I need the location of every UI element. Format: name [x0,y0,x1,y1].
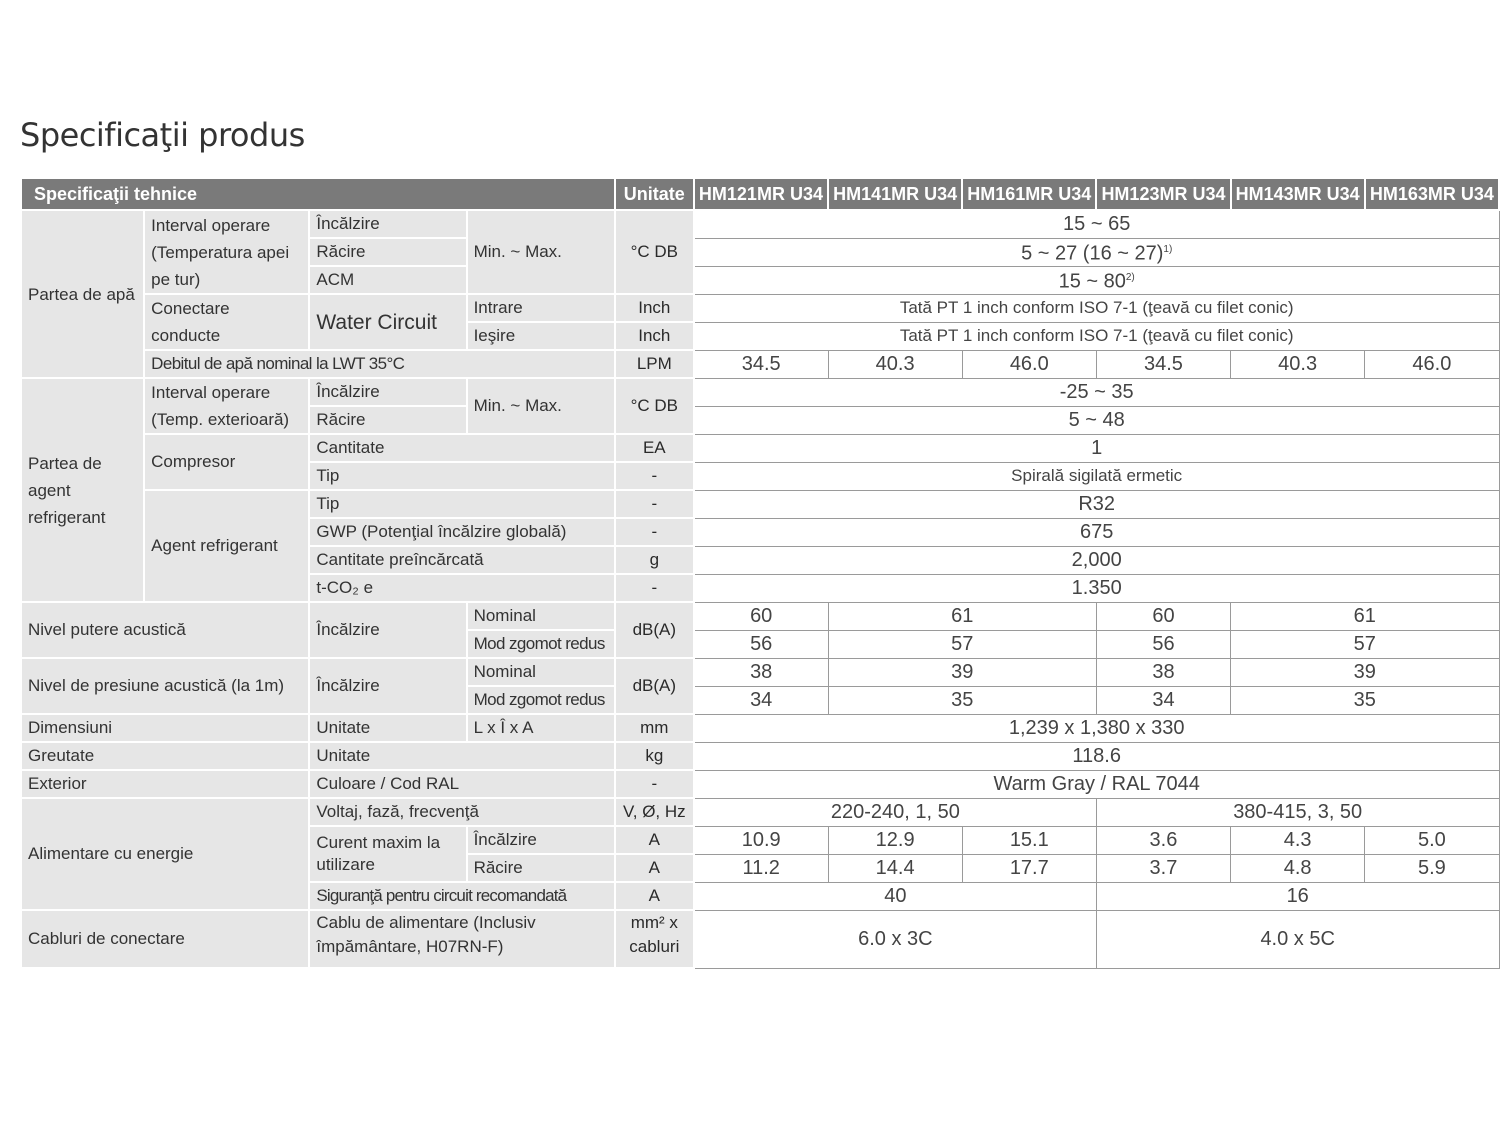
gwp-unit: - [615,518,694,546]
current-cooling-value: 17.7 [962,854,1096,882]
refr-heating-value: -25 ~ 35 [694,378,1499,406]
compressor-type-unit: - [615,462,694,490]
fuse-value: 40 [694,882,1097,910]
pipe-in-unit: Inch [615,294,694,322]
flow-value: 46.0 [1365,350,1499,378]
sound-power-low-value: 57 [828,630,1096,658]
header-model: HM141MR U34 [828,178,962,210]
table-row [21,910,1499,968]
compressor-type-label: Tip [309,462,614,490]
current-heating-value: 5.0 [1365,826,1499,854]
current-cooling-label: Răcire [467,854,615,882]
water-cooling-value: 5 ~ 27 (16 ~ 27)$^{1)}$ [694,238,1499,266]
current-heating-value: 10.9 [694,826,828,854]
header-row [21,178,1499,210]
fuse-label: Siguranţă pentru circuit recomandată [309,882,614,910]
pipe-in-value: Tată PT 1 inch conform ISO 7-1 (ţeavă cu filet conic) [694,294,1499,322]
flow-label: Debitul de apă nominal la LWT 35°C [144,350,615,378]
table-row [21,490,1499,518]
current-cooling-value: 5.9 [1365,854,1499,882]
dims-label: Dimensiuni [21,714,309,742]
current-heating-value: 12.9 [828,826,962,854]
refr-range-label: Interval operare (Temp. exterioară) [144,378,309,434]
header-model: HM123MR U34 [1096,178,1230,210]
water-circuit-label: Water Circuit [309,294,466,350]
fuse-value: 16 [1096,882,1499,910]
precharge-label: Cantitate preîncărcată [309,546,614,574]
refr-unit: °C DB [615,378,694,434]
refrigerant-type-unit: - [615,490,694,518]
dims-unit: mm [615,714,694,742]
exterior-unit: - [615,770,694,798]
sound-power-value: 60 [694,602,828,630]
weight-unit: kg [615,742,694,770]
sound-power-unit: dB(A) [615,602,694,658]
header-model: HM143MR U34 [1231,178,1365,210]
refr-cooling-value: 5 ~ 48 [694,406,1499,434]
header-model: HM121MR U34 [694,178,828,210]
header-unit: Unitate [615,178,694,210]
compressor-qty-unit: EA [615,434,694,462]
refrigerant-label: Agent refrigerant [144,490,309,602]
water-range-label: Interval operare (Temperatura apei pe tur) [144,210,309,294]
compressor-qty-value: 1 [694,434,1499,462]
current-heating-value: 4.3 [1231,826,1365,854]
refr-minmax: Min. ~ Max. [467,378,615,434]
table-row [21,434,1499,462]
table-row [21,294,1499,322]
cables-sub: Cablu de alimentare (Inclusiv împământare, H07RN-F) [309,910,614,968]
pipe-out-label: Ieşire [467,322,615,350]
flow-value: 40.3 [1231,350,1365,378]
water-minmax: Min. ~ Max. [467,210,615,294]
flow-value: 34.5 [1096,350,1230,378]
tco2-value: 1.350 [694,574,1499,602]
sound-pressure-low-value: 35 [1231,686,1499,714]
cables-label: Cabluri de conectare [21,910,309,968]
tco2-unit: - [615,574,694,602]
weight-sub: Unitate [309,742,614,770]
current-cooling-value: 11.2 [694,854,828,882]
table-row [21,714,1499,742]
header-model: HM163MR U34 [1365,178,1499,210]
sound-pressure-nominal-label: Nominal [467,658,615,686]
current-label: Curent maxim la utilizare [309,826,466,882]
group-water: Partea de apă [21,210,144,378]
current-heating-label: Încălzire [467,826,615,854]
water-acm-value: 15 ~ 80$^{2)}$ [694,266,1499,294]
cables-value: 6.0 x 3C [694,910,1097,968]
current-heating-value: 3.6 [1096,826,1230,854]
exterior-value: Warm Gray / RAL 7044 [694,770,1499,798]
dims-value: 1,239 x 1,380 x 330 [694,714,1499,742]
table-row [21,658,1499,686]
sound-power-nominal-label: Nominal [467,602,615,630]
sound-pressure-low-value: 34 [1096,686,1230,714]
current-heating-unit: A [615,826,694,854]
current-cooling-value: 4.8 [1231,854,1365,882]
weight-label: Greutate [21,742,309,770]
sound-pressure-unit: dB(A) [615,658,694,714]
compressor-type-value: Spirală sigilată ermetic [694,462,1499,490]
table-row [21,770,1499,798]
water-cooling-label: Răcire [309,238,466,266]
refr-heating-label: Încălzire [309,378,466,406]
water-heating-value: 15 ~ 65 [694,210,1499,238]
sound-power-low-value: 56 [1096,630,1230,658]
header-model: HM161MR U34 [962,178,1096,210]
pipe-in-label: Intrare [467,294,615,322]
voltage-unit: V, Ø, Hz [615,798,694,826]
sound-pressure-mode: Încălzire [309,658,466,714]
sound-pressure-value: 38 [694,658,828,686]
table-row [21,742,1499,770]
tco2-label: t-CO₂ e [309,574,614,602]
voltage-value: 380-415, 3, 50 [1096,798,1499,826]
voltage-value: 220-240, 1, 50 [694,798,1097,826]
sound-power-value: 60 [1096,602,1230,630]
sound-pressure-low-label: Mod zgomot redus [467,686,615,714]
table-row [21,378,1499,406]
voltage-label: Voltaj, fază, frecvenţă [309,798,614,826]
flow-unit: LPM [615,350,694,378]
sound-power-low-value: 56 [694,630,828,658]
header-tech: Specificaţii tehnice [21,178,615,210]
precharge-value: 2,000 [694,546,1499,574]
sound-pressure-low-value: 35 [828,686,1096,714]
sound-power-low-label: Mod zgomot redus [467,630,615,658]
page-title: Specificaţii produs [20,116,305,154]
sound-pressure-label: Nivel de presiune acustică (la 1m) [21,658,309,714]
fuse-unit: A [615,882,694,910]
flow-value: 34.5 [694,350,828,378]
refrigerant-type-label: Tip [309,490,614,518]
table-row [21,798,1499,826]
current-cooling-value: 14.4 [828,854,962,882]
spec-table [20,177,1500,969]
sound-power-low-value: 57 [1231,630,1499,658]
pipe-label: Conectare conducte [144,294,309,350]
precharge-unit: g [615,546,694,574]
group-refrigerant: Partea de agent refrigerant [21,378,144,602]
pipe-out-value: Tată PT 1 inch conform ISO 7-1 (ţeavă cu filet conic) [694,322,1499,350]
sound-power-value: 61 [1231,602,1499,630]
sound-pressure-value: 39 [1231,658,1499,686]
sound-power-value: 61 [828,602,1096,630]
exterior-label: Exterior [21,770,309,798]
compressor-label: Compresor [144,434,309,490]
table-row [21,210,1499,238]
current-heating-value: 15.1 [962,826,1096,854]
dims-sub2: L x Î x A [467,714,615,742]
weight-value: 118.6 [694,742,1499,770]
current-cooling-value: 3.7 [1096,854,1230,882]
water-heating-label: Încălzire [309,210,466,238]
current-cooling-unit: A [615,854,694,882]
refrigerant-type-value: R32 [694,490,1499,518]
water-acm-label: ACM [309,266,466,294]
cables-value: 4.0 x 5C [1096,910,1499,968]
compressor-qty-label: Cantitate [309,434,614,462]
refr-cooling-label: Răcire [309,406,466,434]
sound-pressure-value: 38 [1096,658,1230,686]
exterior-sub: Culoare / Cod RAL [309,770,614,798]
gwp-value: 675 [694,518,1499,546]
dims-sub: Unitate [309,714,466,742]
sound-power-mode: Încălzire [309,602,466,658]
pipe-out-unit: Inch [615,322,694,350]
sound-power-label: Nivel putere acustică [21,602,309,658]
gwp-label: GWP (Potenţial încălzire globală) [309,518,614,546]
spec-table-container [20,177,1500,1010]
table-row [21,602,1499,630]
sound-pressure-low-value: 34 [694,686,828,714]
water-unit: °C DB [615,210,694,294]
flow-value: 40.3 [828,350,962,378]
sound-pressure-value: 39 [828,658,1096,686]
table-row [21,350,1499,378]
flow-value: 46.0 [962,350,1096,378]
power-label: Alimentare cu energie [21,798,309,910]
cables-unit: mm² x cabluri [615,910,694,968]
